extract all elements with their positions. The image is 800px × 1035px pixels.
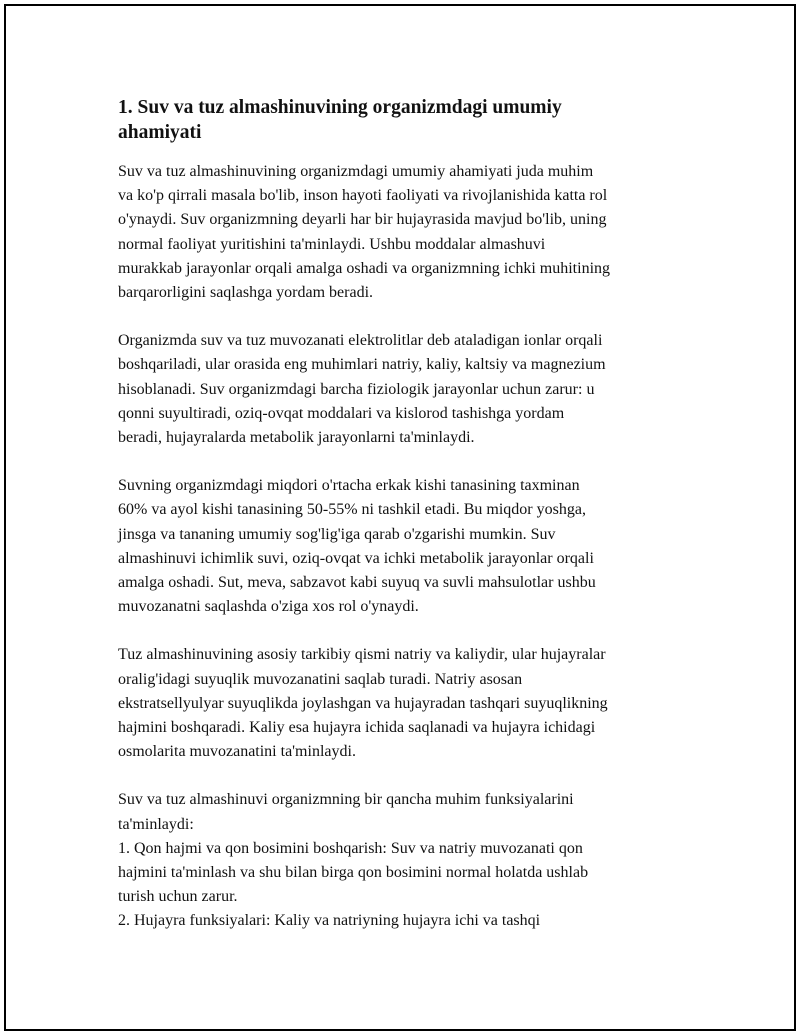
paragraph: Tuz almashinuvining asosiy tarkibiy qismi natriy va kaliydir, ular hujayralar oralig'idagi suyuqlik muvozanatini saqlab turadi. Natriy asosan ekstratsellyulyar suyuqlikda joylashgan va hujayradan tashqari suyuqlikning hajmini boshqaradi. Kaliy esa hujayra ichida saqlanadi va hujayra ichidagi osmolarita muvozanatini ta'minlaydi. <box>118 646 608 761</box>
paragraph: Suv va tuz almashinuvi organizmning bir qancha muhim funksiyalarini ta'minlaydi: 1. Qon hajmi va qon bosimini boshqarish: Suv va natriy muvozanati qon hajmini ta'minlash va shu bilan birga qon bosimini normal holatda ushlab turish uchun zarur. 2. Hujayra funksiyalari: Kaliy va natriyning hujayra ichi va tashqi <box>118 791 589 930</box>
paragraph: Suv va tuz almashinuvining organizmdagi umumiy ahamiyati juda muhim va ko'p qirrali masala bo'lib, inson hayoti faoliyati va rivojlanishida katta rol o'ynaydi. Suv organizmning deyarli har bir hujayrasida mavjud bo'lib, uning normal faoliyat yuritishini ta'minlaydi. Ushbu moddalar almashuvi murakkab jarayonlar orqali amalga oshadi va organizmning ichki muhitining barqarorligini saqlashga yordam beradi. <box>118 163 611 302</box>
section-heading: 1. Suv va tuz almashinuvining organizmdagi umumiy ahamiyati <box>118 97 562 143</box>
paragraph: Organizmda suv va tuz muvozanati elektrolitlar deb ataladigan ionlar orqali boshqariladi, ular orasida eng muhimlari natriy, kaliy, kaltsiy va magnezium hisoblanadi. Suv organizmdagi barcha fiziologik jarayonlar uchun zarur: u qonni suyultiradi, oziq-ovqat moddalari va kislorod tashishga yordam beradi, hujayralarda metabolik jarayonlarni ta'minlaydi. <box>118 332 606 447</box>
paragraph: Suvning organizmdagi miqdori o'rtacha erkak kishi tanasining taxminan 60% va ayol kishi tanasining 50-55% ni tashkil etadi. Bu miqdor yoshga, jinsga va tananing umumiy sog'lig'iga qarab o'zgarishi mumkin. Suv almashinuvi ichimlik suvi, oziq-ovqat va ichki metabolik jarayonlar orqali amalga oshadi. Sut, meva, sabzavot kabi suyuq va suvli mahsulotlar ushbu muvozanatni saqlashda o'ziga xos rol o'ynaydi. <box>118 477 596 616</box>
document-body <box>118 95 686 934</box>
